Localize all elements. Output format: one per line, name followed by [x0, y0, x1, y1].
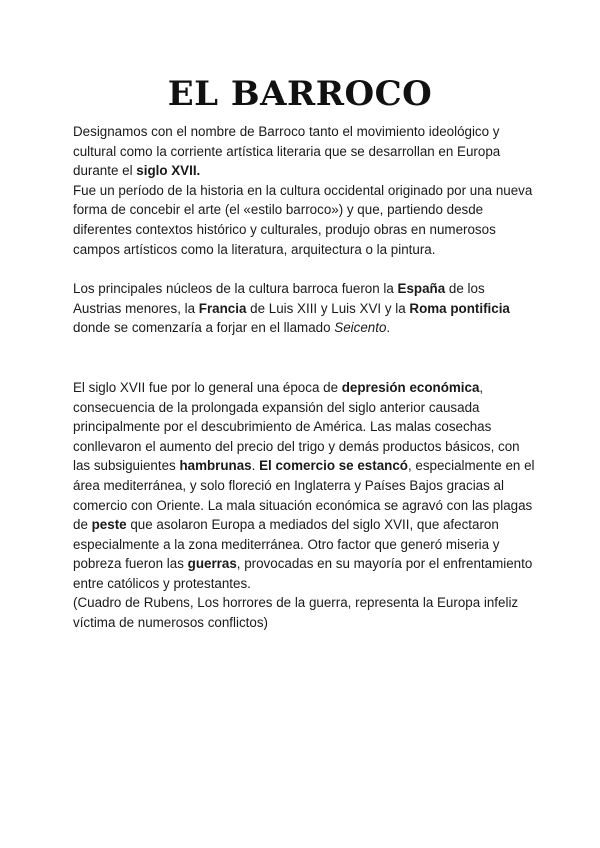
page-title: EL BARROCO: [167, 74, 433, 114]
text-run: de los Austrias menores, la: [73, 281, 485, 316]
text-run: , especialmente en el área mediterránea, y solo floreció en Inglaterra y Países Bajos gracias al comercio con Oriente. La mala situación económica se agravó con las plagas de: [73, 458, 535, 533]
bold-text: guerras: [187, 556, 237, 572]
spacer: [73, 338, 535, 378]
bold-text: Roma pontificia: [409, 300, 510, 316]
paragraph-economy: [73, 378, 535, 594]
italic-text: Seicento: [334, 320, 387, 336]
bold-text: depresión económica: [341, 379, 480, 395]
paragraph-caption: (Cuadro de Rubens, Los horrores de la guerra, representa la Europa infeliz víctima de numerosos conflictos): [73, 595, 519, 631]
text-run: Los principales núcleos de la cultura barroca fueron la: [73, 281, 398, 297]
bold-text: El comercio se estancó: [259, 458, 408, 474]
bold-text: siglo XVII.: [136, 163, 201, 179]
text-run: , provocadas en su mayoría por el enfrentamiento entre católicos y protestantes.: [73, 556, 533, 591]
text-run: .: [251, 458, 260, 474]
paragraph-centers: [73, 279, 535, 338]
bold-text: Francia: [198, 300, 247, 316]
text-run: donde se comenzaría a forjar en el llamado: [73, 320, 335, 336]
text-run: , consecuencia de la prolongada expansión del siglo anterior causada principalmente por el descubrimiento de América. Las malas cosechas conllevaron el aumento del precio del trigo y demás productos básicos, con las subsiguientes: [73, 379, 520, 474]
text-run: Designamos con el nombre de Barroco tanto el movimiento ideológico y cultural como la corriente artística literaria que se desarrollan en Europa durante el: [73, 124, 501, 179]
bold-text: hambrunas: [179, 458, 252, 474]
paragraph-definition: Fue un período de la historia en la cultura occidental originado por una nueva forma de concebir el arte (el «estilo barroco») y que, partiendo desde diferentes contextos histórico y culturales, produjo obras en numerosos campos artísticos como la literatura, arquitectura o la pintura.: [73, 182, 533, 257]
text-run: El siglo XVII fue por lo general una época de: [73, 379, 342, 395]
text-run: .: [386, 320, 391, 336]
paragraph-intro: [73, 122, 535, 181]
bold-text: peste: [91, 517, 127, 533]
bold-text: España: [397, 281, 446, 297]
document-body: [73, 122, 535, 633]
text-run: de Luis XIII y Luis XVI y la: [246, 300, 410, 316]
text-run: que asolaron Europa a mediados del siglo XVII, que afectaron especialmente a la zona mediterránea. Otro factor que generó miseria y pobreza fueron las: [73, 517, 500, 572]
spacer: [73, 259, 535, 279]
